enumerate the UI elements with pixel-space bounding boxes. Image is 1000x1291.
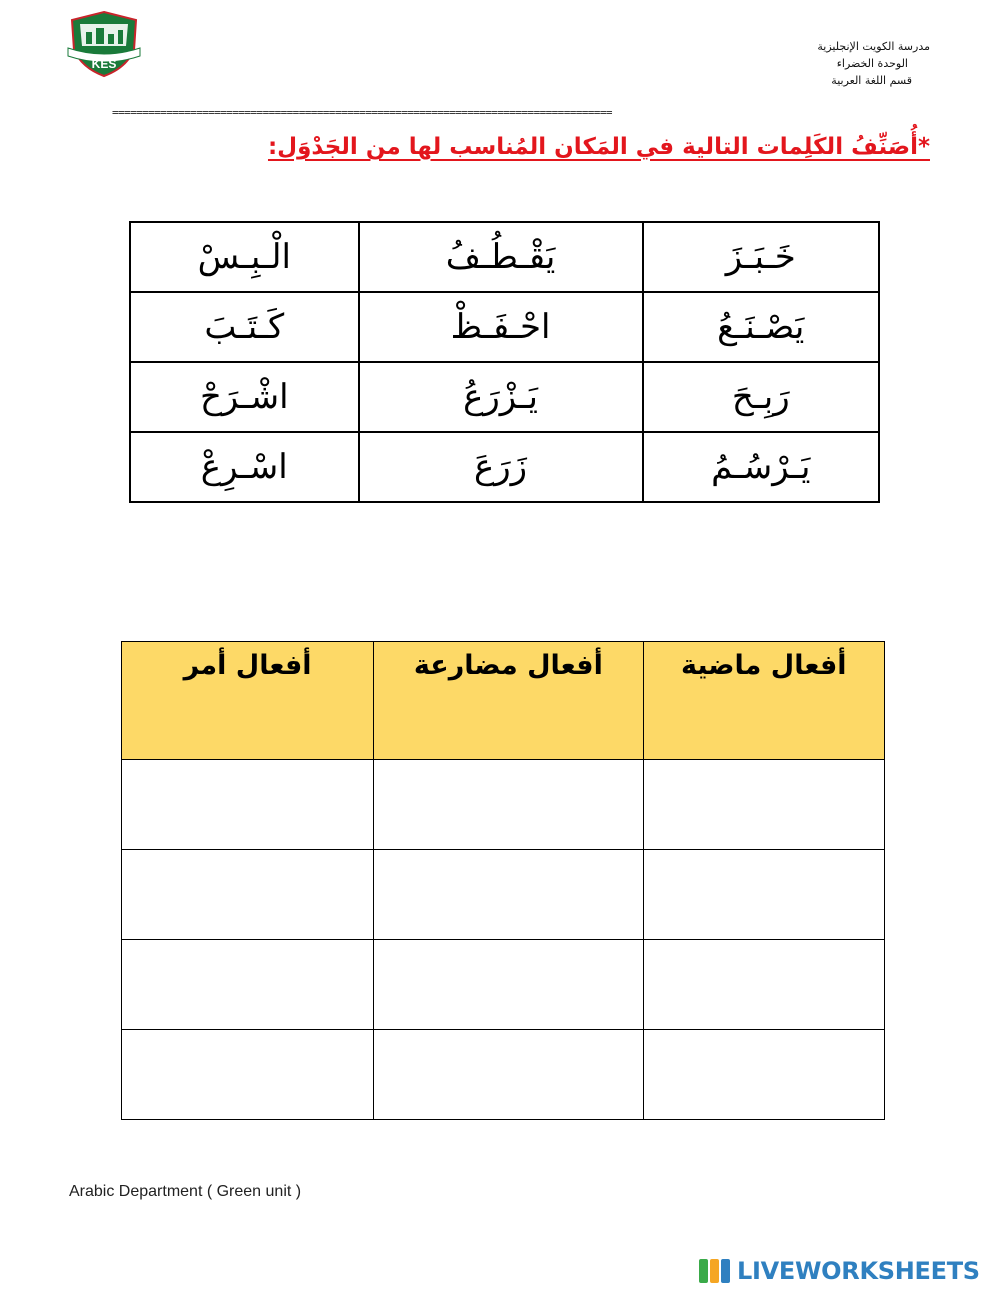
liveworksheets-icon xyxy=(699,1257,733,1285)
answer-row xyxy=(122,850,885,940)
word-cell[interactable]: يَصْـنَـعُ xyxy=(643,292,879,362)
answer-drop-cell[interactable] xyxy=(122,760,374,850)
answer-drop-cell[interactable] xyxy=(643,940,884,1030)
answer-row xyxy=(122,1030,885,1120)
answer-drop-cell[interactable] xyxy=(643,850,884,940)
sorting-table xyxy=(121,641,885,1120)
answer-row xyxy=(122,940,885,1030)
word-cell[interactable]: زَرَعَ xyxy=(359,432,643,502)
word-row xyxy=(130,222,879,292)
word-row xyxy=(130,362,879,432)
answer-drop-cell[interactable] xyxy=(374,940,643,1030)
word-cell[interactable]: خَـبَـزَ xyxy=(643,222,879,292)
column-header-present: أفعال مضارعة xyxy=(374,642,643,760)
word-cell[interactable]: يَـزْرَعُ xyxy=(359,362,643,432)
answer-drop-cell[interactable] xyxy=(374,1030,643,1120)
answer-row xyxy=(122,760,885,850)
header-line: الوحدة الخضراء xyxy=(836,57,908,70)
answer-drop-cell[interactable] xyxy=(374,850,643,940)
word-cell[interactable]: كَـتَـبَ xyxy=(130,292,359,362)
word-cell[interactable]: يَقْـطُـفُ xyxy=(359,222,643,292)
answer-drop-cell[interactable] xyxy=(643,760,884,850)
answer-drop-cell[interactable] xyxy=(374,760,643,850)
instruction-title: *أُصَنِّفُ الكَلِمات التالية في المَكان المُناسب لها من الجَدْوَل: xyxy=(267,134,930,160)
separator-line: =================================================================================== xyxy=(112,106,612,119)
word-cell[interactable]: اشْـرَحْ xyxy=(130,362,359,432)
header-line: قسم اللغة العربية xyxy=(831,74,912,87)
logo-text: KES xyxy=(91,57,117,71)
liveworksheets-brand[interactable] xyxy=(699,1254,980,1288)
header-line: مدرسة الكويت الإنجليزية xyxy=(817,40,930,53)
word-cell[interactable]: احْـفَـظْ xyxy=(359,292,643,362)
word-table xyxy=(129,221,880,503)
column-header-past: أفعال ماضية xyxy=(643,642,884,760)
answer-drop-cell[interactable] xyxy=(122,940,374,1030)
brand-name: LIVEWORKSHEETS xyxy=(737,1257,980,1285)
word-cell[interactable]: الْـبِـسْ xyxy=(130,222,359,292)
word-cell[interactable]: يَـرْسُـمُ xyxy=(643,432,879,502)
word-cell[interactable]: رَبِـحَ xyxy=(643,362,879,432)
column-header-imperative: أفعال أمر xyxy=(122,642,374,760)
answer-drop-cell[interactable] xyxy=(643,1030,884,1120)
word-cell[interactable]: اسْـرِعْ xyxy=(130,432,359,502)
answer-drop-cell[interactable] xyxy=(122,1030,374,1120)
school-logo-icon xyxy=(66,10,142,78)
word-row xyxy=(130,292,879,362)
word-row xyxy=(130,432,879,502)
school-header xyxy=(710,38,930,89)
answer-drop-cell[interactable] xyxy=(122,850,374,940)
footer-text: Arabic Department ( Green unit ) xyxy=(69,1183,302,1200)
